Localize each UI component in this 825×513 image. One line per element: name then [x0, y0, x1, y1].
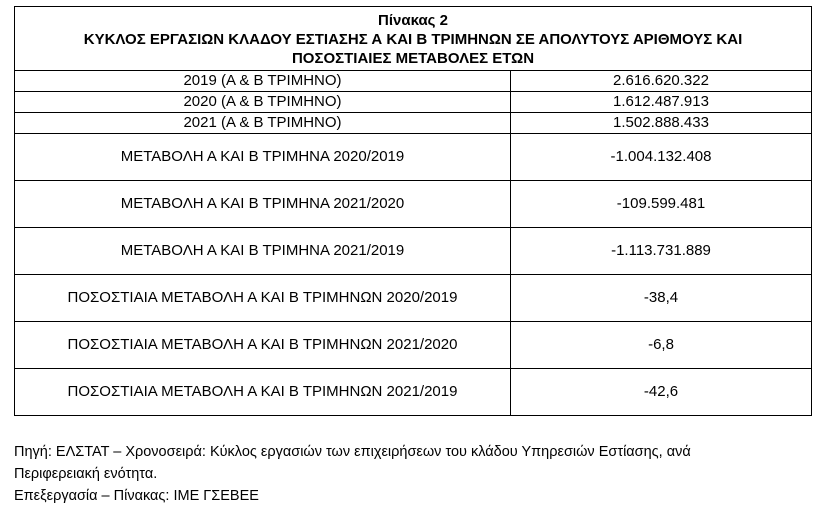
data-table-container — [14, 6, 811, 416]
table-heading-line2: ΠΟΣΟΣΤΙΑΙΕΣ ΜΕΤΑΒΟΛΕΣ ΕΤΩΝ — [291, 49, 535, 67]
table-row — [15, 134, 812, 181]
table-title: Πίνακας 2 — [378, 11, 448, 29]
row-label: ΜΕΤΑΒΟΛΗ Α ΚΑΙ Β ΤΡΙΜΗΝΑ 2021/2020 — [15, 181, 511, 228]
table-row — [15, 92, 812, 113]
row-value: -6,8 — [511, 322, 812, 369]
source-note — [14, 441, 814, 507]
processing-credit: Επεξεργασία – Πίνακας: ΙΜΕ ΓΣΕΒΕΕ — [14, 488, 259, 504]
table-row — [15, 275, 812, 322]
row-value: 1.502.888.433 — [511, 113, 812, 134]
table-row — [15, 369, 812, 416]
row-label: 2019 (Α & Β ΤΡΙΜΗΝΟ) — [15, 71, 511, 92]
table-header-row — [15, 7, 812, 71]
row-label: ΜΕΤΑΒΟΛΗ Α ΚΑΙ Β ΤΡΙΜΗΝΑ 2020/2019 — [15, 134, 511, 181]
row-value: 1.612.487.913 — [511, 92, 812, 113]
row-label: ΜΕΤΑΒΟΛΗ Α ΚΑΙ Β ΤΡΙΜΗΝΑ 2021/2019 — [15, 228, 511, 275]
row-value: 2.616.620.322 — [511, 71, 812, 92]
row-label: 2020 (Α & Β ΤΡΙΜΗΝΟ) — [15, 92, 511, 113]
table-row — [15, 228, 812, 275]
table-row — [15, 71, 812, 92]
row-value: -1.004.132.408 — [511, 134, 812, 181]
table-row — [15, 113, 812, 134]
turnover-table — [14, 6, 812, 416]
table-row — [15, 322, 812, 369]
row-value: -38,4 — [511, 275, 812, 322]
source-line: Περιφερειακή ενότητα. — [14, 466, 158, 482]
table-header — [15, 7, 812, 71]
row-value: -109.599.481 — [511, 181, 812, 228]
row-label: 2021 (Α & Β ΤΡΙΜΗΝΟ) — [15, 113, 511, 134]
row-label: ΠΟΣΟΣΤΙΑΙΑ ΜΕΤΑΒΟΛΗ Α ΚΑΙ Β ΤΡΙΜΗΝΩΝ 2020/2019 — [15, 275, 511, 322]
row-label: ΠΟΣΟΣΤΙΑΙΑ ΜΕΤΑΒΟΛΗ Α ΚΑΙ Β ΤΡΙΜΗΝΩΝ 2021/2020 — [15, 322, 511, 369]
row-label: ΠΟΣΟΣΤΙΑΙΑ ΜΕΤΑΒΟΛΗ Α ΚΑΙ Β ΤΡΙΜΗΝΩΝ 2021/2019 — [15, 369, 511, 416]
source-line: Πηγή: ΕΛΣΤΑΤ – Χρονοσειρά: Κύκλος εργασιών των επιχειρήσεων του κλάδου Υπηρεσιών Εστίασης, ανά — [14, 444, 691, 460]
table-row — [15, 181, 812, 228]
row-value: -1.113.731.889 — [511, 228, 812, 275]
row-value: -42,6 — [511, 369, 812, 416]
table-heading-line1: ΚΥΚΛΟΣ ΕΡΓΑΣΙΩΝ ΚΛΑΔΟΥ ΕΣΤΙΑΣΗΣ Α ΚΑΙ Β ΤΡΙΜΗΝΩΝ ΣΕ ΑΠΟΛΥΤΟΥΣ ΑΡΙΘΜΟΥΣ ΚΑΙ — [83, 30, 743, 48]
